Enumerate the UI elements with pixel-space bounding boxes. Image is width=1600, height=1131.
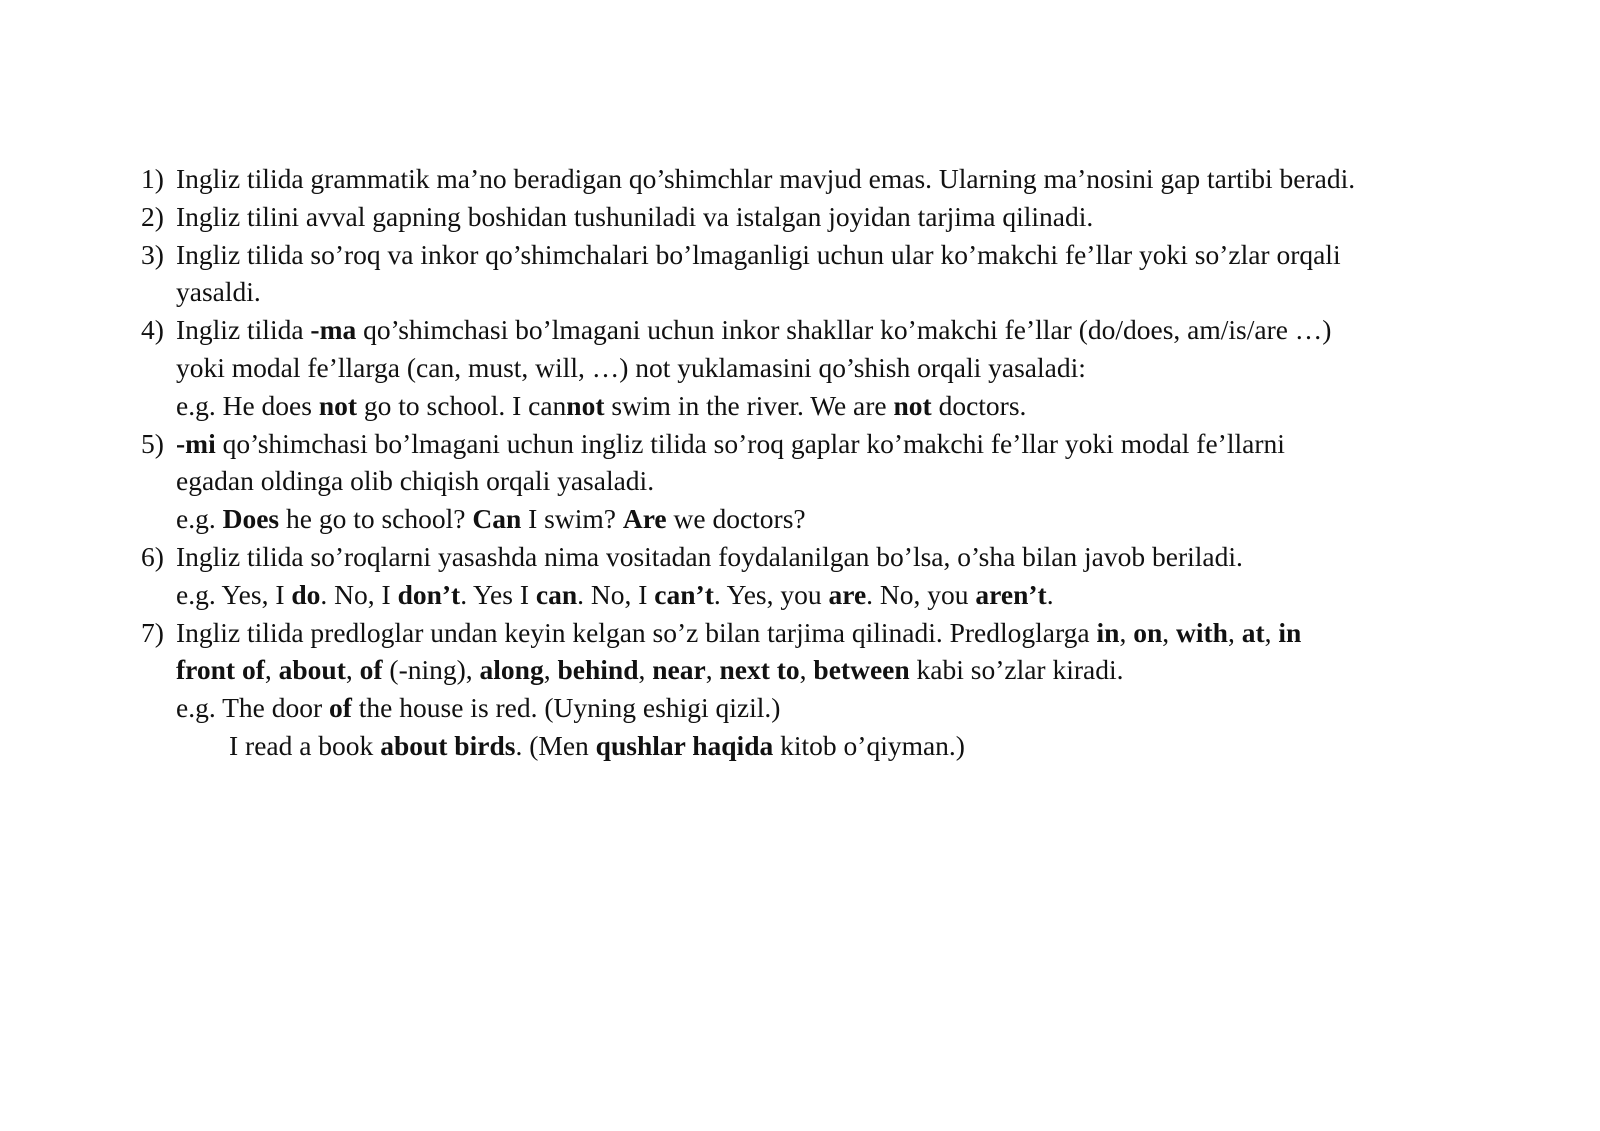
- item-line: [176, 236, 1581, 274]
- text-run: Ingliz tilida so’roqlarni yasashda nima vositadan foydalanilgan bo’lsa, o’sha bilan javob beriladi.: [176, 540, 1243, 572]
- bold-run: behind: [557, 654, 639, 686]
- text-run: I read a book: [229, 729, 381, 761]
- text-run: . No, I: [577, 578, 655, 610]
- text-run: e.g.: [176, 503, 223, 535]
- example-line: [176, 727, 1581, 765]
- bold-run: front of: [176, 654, 265, 686]
- example-line: [176, 500, 1581, 538]
- item-number: 3): [141, 238, 164, 270]
- bold-run: in: [1096, 616, 1120, 648]
- item-line: [176, 160, 1581, 198]
- text-run: ,: [1119, 616, 1134, 648]
- bold-run: don’t: [397, 578, 461, 610]
- text-run: I swim?: [521, 503, 623, 535]
- text-run: doctors.: [931, 389, 1027, 421]
- text-run: . Yes, you: [713, 578, 829, 610]
- list-item-7: [141, 614, 1581, 765]
- item-line: [176, 425, 1581, 463]
- bold-run: near: [652, 654, 706, 686]
- text-run: Ingliz tilini avval gapning boshidan tushuniladi va istalgan joyidan tarjima qilinadi.: [176, 200, 1094, 232]
- text-run: . Yes I: [460, 578, 536, 610]
- text-run: ,: [264, 654, 279, 686]
- list-item-6: [141, 538, 1581, 614]
- text-run: ,: [1264, 616, 1279, 648]
- bold-run: of: [359, 654, 383, 686]
- list-item-5: [141, 425, 1581, 538]
- list-item-1: [141, 160, 1581, 198]
- text-run: ,: [638, 654, 653, 686]
- text-run: Ingliz tilida: [176, 314, 311, 346]
- text-run: ,: [705, 654, 720, 686]
- list-item-2: [141, 198, 1581, 236]
- bold-run: at: [1241, 616, 1265, 648]
- bold-run: about: [278, 654, 346, 686]
- bold-run: not: [893, 389, 932, 421]
- text-run: qo’shimchasi bo’lmagani uchun ingliz tilida so’roq gaplar ko’makchi fe’llar yoki modal fe’llarni: [215, 427, 1285, 459]
- text-run: ,: [799, 654, 814, 686]
- text-run: e.g. The door: [176, 692, 329, 724]
- bold-run: aren’t: [975, 578, 1047, 610]
- text-run: yasaldi.: [176, 276, 261, 308]
- bold-run: next to: [719, 654, 800, 686]
- numbered-list: [141, 160, 1581, 765]
- text-run: qo’shimchasi bo’lmagani uchun inkor shakllar ko’makchi fe’llar (do/does, am/is/are …): [356, 314, 1332, 346]
- bold-run: -ma: [310, 314, 357, 346]
- item-line: [176, 462, 1581, 500]
- bold-run: are: [828, 578, 867, 610]
- item-number: 5): [141, 427, 164, 459]
- bold-run: in: [1278, 616, 1302, 648]
- text-run: ,: [1162, 616, 1176, 648]
- bold-run: Are: [622, 503, 667, 535]
- text-run: . No, you: [866, 578, 976, 610]
- text-run: Ingliz tilida grammatik ma’no beradigan qo’shimchlar mavjud emas. Ularning ma’nosini gap tartibi beradi.: [176, 163, 1356, 194]
- text-run: . (Men: [515, 729, 596, 761]
- text-run: e.g. Yes, I: [176, 578, 292, 610]
- text-run: we doctors?: [666, 503, 806, 535]
- bold-run: of: [329, 692, 352, 724]
- text-run: kabi so’zlar kiradi.: [909, 654, 1124, 686]
- text-run: swim in the river. We are: [604, 389, 894, 421]
- bold-run: along: [479, 654, 544, 686]
- bold-run: about birds: [380, 729, 516, 761]
- item-line: [176, 273, 1581, 311]
- text-run: egadan oldinga olib chiqish orqali yasaladi.: [176, 465, 655, 497]
- text-run: Ingliz tilida predloglar undan keyin kelgan so’z bilan tarjima qilinadi. Predloglarga: [176, 616, 1097, 648]
- item-line: [176, 311, 1581, 349]
- text-run: go to school. I can: [357, 389, 567, 421]
- text-run: .: [1046, 578, 1054, 610]
- item-line: [176, 614, 1581, 652]
- item-line: [176, 538, 1581, 576]
- text-run: Ingliz tilida so’roq va inkor qo’shimchalari bo’lmaganligi uchun ular ko’makchi fe’llar yoki so’zlar orqali: [176, 238, 1341, 270]
- text-run: yoki modal fe’llarga (can, must, will, …) not yuklamasini qo’shish orqali yasaladi:: [176, 351, 1086, 383]
- example-line: [176, 576, 1581, 614]
- bold-run: between: [813, 654, 910, 686]
- bold-run: Can: [472, 503, 522, 535]
- list-item-3: [141, 236, 1581, 312]
- text-run: e.g. He does: [176, 389, 319, 421]
- item-number: 2): [141, 200, 164, 232]
- text-run: ,: [1227, 616, 1242, 648]
- bold-run: -mi: [176, 427, 216, 459]
- item-line: [176, 651, 1581, 689]
- example-line: [176, 387, 1581, 425]
- bold-run: can’t: [654, 578, 714, 610]
- bold-run: can: [535, 578, 578, 610]
- item-line: [176, 349, 1581, 387]
- bold-run: Does: [222, 503, 280, 535]
- text-run: ,: [345, 654, 360, 686]
- item-number: 7): [141, 616, 164, 648]
- text-run: ,: [543, 654, 558, 686]
- text-run: kitob o’qiyman.): [773, 729, 965, 761]
- bold-run: not: [566, 389, 605, 421]
- bold-run: qushlar haqida: [595, 729, 774, 761]
- bold-run: with: [1175, 616, 1228, 648]
- example-line: [176, 689, 1581, 727]
- text-run: (-ning),: [382, 654, 480, 686]
- list-item-4: [141, 311, 1581, 424]
- bold-run: not: [318, 389, 358, 421]
- item-number: 4): [141, 314, 164, 346]
- text-run: . No, I: [320, 578, 398, 610]
- item-number: 1): [141, 163, 164, 194]
- bold-run: on: [1133, 616, 1163, 648]
- text-run: he go to school?: [279, 503, 473, 535]
- text-run: the house is red. (Uyning eshigi qizil.): [351, 692, 781, 724]
- item-number: 6): [141, 540, 164, 572]
- bold-run: do: [291, 578, 321, 610]
- item-line: [176, 198, 1581, 236]
